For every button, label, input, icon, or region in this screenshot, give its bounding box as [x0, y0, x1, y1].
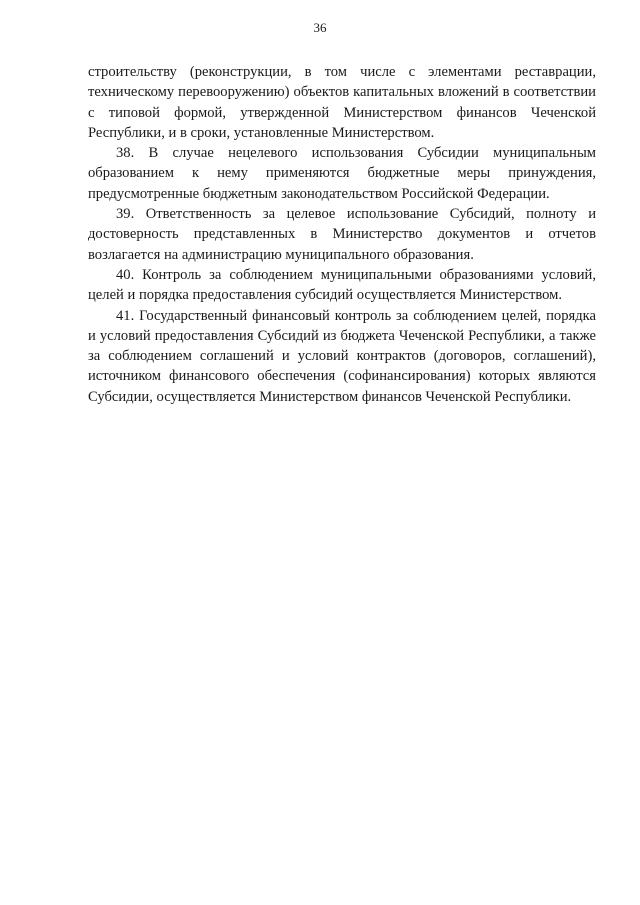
paragraph-41: 41. Государственный финансовый контроль за соблюдением целей, порядка и условий предоставления Субсидий из бюджета Чеченской Республики, а также за соблюдением соглашений и условий контрактов (договоров, соглашений), источником финансового обеспечения (софинансирования) которых являются Субсидии, осуществляется Министерством финансов Чеченской Республики. [88, 307, 596, 405]
document-body [88, 62, 596, 407]
paragraph-38: 38. В случае нецелевого использования Субсидии муниципальным образованием к нему применяются бюджетные меры принуждения, предусмотренные бюджетным законодательством Российской Федерации. [88, 145, 596, 202]
page-number: 36 [313, 20, 327, 35]
paragraph-continuation: строительству (реконструкции, в том числе с элементами реставрации, техническому перевооружению) объектов капитальных вложений в соответствии с типовой формой, утвержденной Министерством финансов Чеченской Республики, и в сроки, установленные Министерством. [88, 64, 596, 141]
paragraph-40: 40. Контроль за соблюдением муниципальными образованиями условий, целей и порядка предоставления субсидий осуществляется Министерством. [88, 266, 596, 304]
paragraph-39: 39. Ответственность за целевое использование Субсидий, полноту и достоверность представленных в Министерство документов и отчетов возлагается на администрацию муниципального образования. [88, 206, 596, 263]
